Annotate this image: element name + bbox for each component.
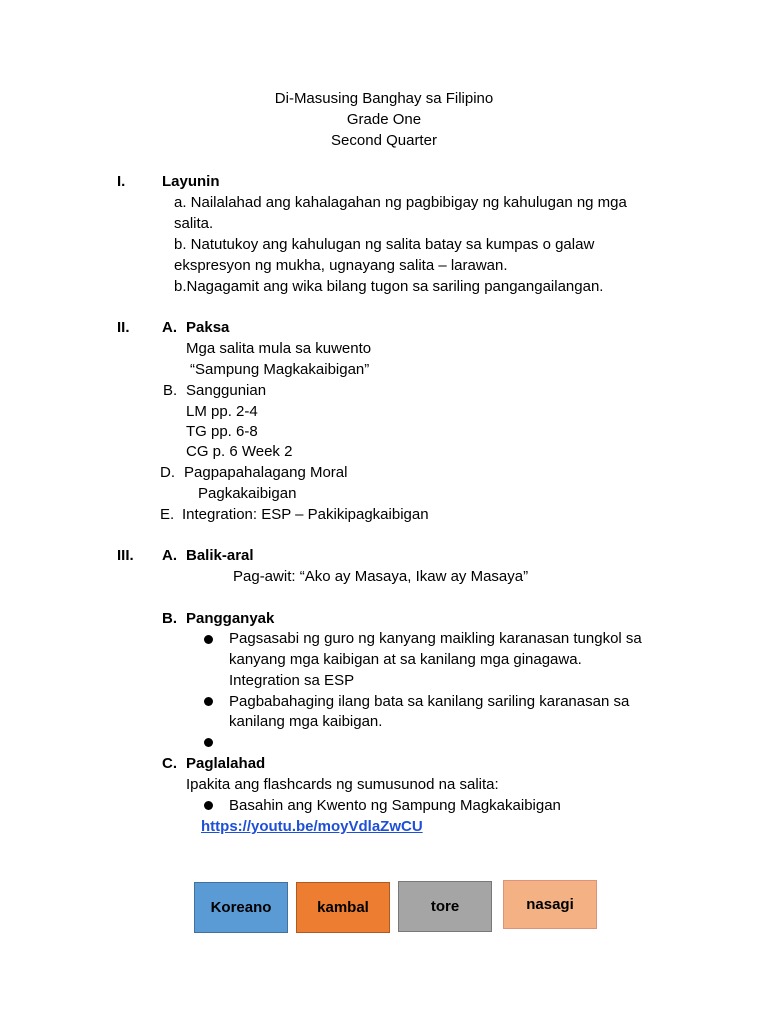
subsection-label: A. xyxy=(162,547,177,564)
motivation-line: kanyang mga kaibigan at sa kanilang mga ginagawa. xyxy=(229,651,582,668)
reference-line: LM pp. 2-4 xyxy=(186,403,258,420)
values-line: Pagkakaibigan xyxy=(198,485,297,502)
section-numeral: I. xyxy=(117,173,126,190)
grade-label: Grade One xyxy=(346,111,422,128)
objective-line: b. Natutukoy ang kahulugan ng salita batay sa kumpas o galaw xyxy=(174,236,595,253)
story-title: “Sampung Magkakaibigan” xyxy=(190,361,370,378)
section-heading: Layunin xyxy=(162,173,220,190)
quarter-label: Second Quarter xyxy=(331,132,437,149)
objective-line: ekspresyon ng mukha, ugnayang salita – larawan. xyxy=(174,257,508,274)
video-link[interactable]: https://youtu.be/moyVdlaZwCU xyxy=(201,818,423,835)
subsection-heading: Sanggunian xyxy=(186,382,267,399)
subsection-label: E. xyxy=(160,506,175,523)
objective-line: a. Nailalahad ang kahalagahan ng pagbibigay ng kahulugan ng mga xyxy=(174,194,627,211)
flashcard-koreano: Koreano xyxy=(194,882,288,933)
motivation-line: kanilang mga kaibigan. xyxy=(229,713,383,730)
subsection-heading: Paksa xyxy=(186,319,230,336)
section-numeral: III. xyxy=(117,547,134,564)
review-line: Pag-awit: “Ako ay Masaya, Ikaw ay Masaya” xyxy=(233,568,529,585)
flashcard-tore: tore xyxy=(398,881,492,932)
section-numeral: II. xyxy=(117,319,130,336)
subsection-label: C. xyxy=(162,755,177,772)
subsection-heading: Integration: ESP – Pakikipagkaibigan xyxy=(182,506,429,523)
presentation-bullet-text: Basahin ang Kwento ng Sampung Magkakaibigan xyxy=(229,797,561,814)
motivation-line: Integration sa ESP xyxy=(229,672,355,689)
subsection-label: B. xyxy=(162,610,177,627)
bullet-icon xyxy=(204,697,213,706)
subsection-heading: Pangganyak xyxy=(186,610,275,627)
subsection-label: D. xyxy=(160,464,175,481)
motivation-line: Pagbabahaging ilang bata sa kanilang sariling karanasan sa xyxy=(229,693,630,710)
reference-line: CG p. 6 Week 2 xyxy=(186,443,293,460)
subsection-label: A. xyxy=(162,319,177,336)
reference-line: TG pp. 6-8 xyxy=(186,423,258,440)
objective-line: b.Nagagamit ang wika bilang tugon sa sariling pangangailangan. xyxy=(174,278,604,295)
flashcard-nasagi: nasagi xyxy=(503,880,597,929)
subsection-heading: Balik-aral xyxy=(186,547,254,564)
document-title: Di-Masusing Banghay sa Filipino xyxy=(274,90,494,107)
bullet-icon xyxy=(204,635,213,644)
bullet-icon xyxy=(204,801,213,810)
motivation-line: Pagsasabi ng guro ng kanyang maikling karanasan tungkol sa xyxy=(229,630,642,647)
topic-line: Mga salita mula sa kuwento xyxy=(186,340,372,357)
subsection-label: B. xyxy=(163,382,178,399)
presentation-line: Ipakita ang flashcards ng sumusunod na salita: xyxy=(186,776,499,793)
objective-line: salita. xyxy=(174,215,214,232)
bullet-icon xyxy=(204,738,213,747)
flashcard-kambal: kambal xyxy=(296,882,390,933)
subsection-heading: Paglalahad xyxy=(186,755,266,772)
subsection-heading: Pagpapahalagang Moral xyxy=(184,464,348,481)
